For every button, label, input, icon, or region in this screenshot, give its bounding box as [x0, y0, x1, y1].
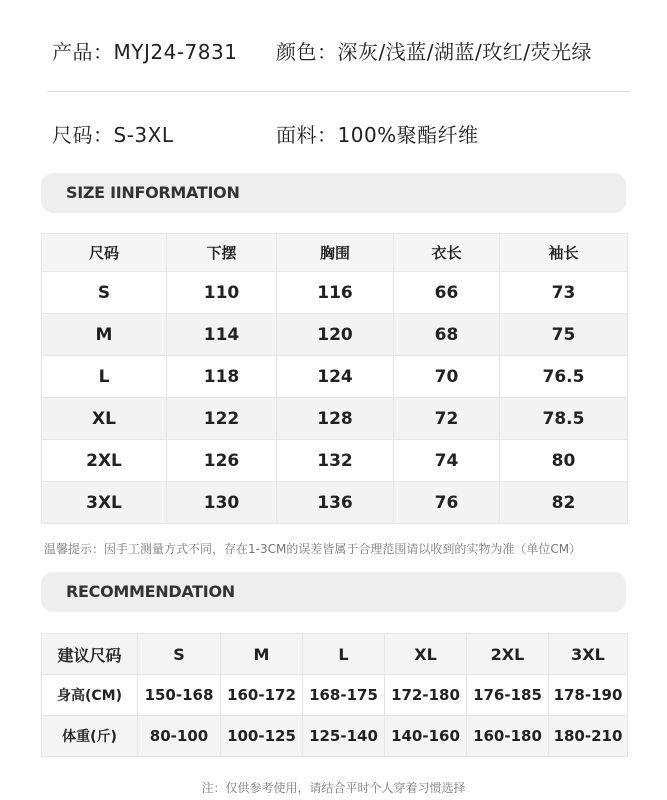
rec-row-label: 身高(CM) [42, 675, 138, 716]
table-row [42, 482, 628, 524]
length-cell: 68 [394, 314, 500, 356]
weight-cell: 100-125 [221, 716, 303, 757]
product-code: 产品：MYJ24-7831 [52, 40, 238, 64]
table-row [42, 675, 628, 716]
weight-cell: 160-180 [467, 716, 549, 757]
table-row [42, 398, 628, 440]
sleeve-cell: 80 [500, 440, 628, 482]
hem-cell: 122 [167, 398, 277, 440]
weight-cell: 140-160 [385, 716, 467, 757]
table-row [42, 314, 628, 356]
size-cell: 2XL [42, 440, 167, 482]
length-cell: 76 [394, 482, 500, 524]
size-cell: S [42, 272, 167, 314]
rec-size-cell: 2XL [467, 634, 549, 675]
height-cell: 168-175 [303, 675, 385, 716]
sleeve-cell: 78.5 [500, 398, 628, 440]
chest-cell: 132 [277, 440, 394, 482]
size-header-cell: 尺码 [42, 234, 167, 272]
sleeve-cell: 76.5 [500, 356, 628, 398]
recommendation-header: RECOMMENDATION [41, 572, 626, 612]
size-table [41, 233, 628, 524]
table-row [42, 634, 628, 675]
length-cell: 74 [394, 440, 500, 482]
size-header-cell: 衣长 [394, 234, 500, 272]
table-row [42, 440, 628, 482]
height-cell: 150-168 [138, 675, 221, 716]
size-cell: 3XL [42, 482, 167, 524]
chest-cell: 128 [277, 398, 394, 440]
rec-size-cell: M [221, 634, 303, 675]
table-row [42, 272, 628, 314]
weight-cell: 80-100 [138, 716, 221, 757]
product-size-range: 尺码：S-3XL [52, 123, 174, 147]
size-header-cell: 下摆 [167, 234, 277, 272]
sleeve-cell: 75 [500, 314, 628, 356]
length-cell: 70 [394, 356, 500, 398]
size-header-cell: 袖长 [500, 234, 628, 272]
size-header-cell: 胸围 [277, 234, 394, 272]
chest-cell: 124 [277, 356, 394, 398]
height-cell: 178-190 [549, 675, 628, 716]
product-material: 面料：100%聚酯纤维 [276, 123, 479, 147]
rec-row-label: 体重(斤) [42, 716, 138, 757]
weight-cell: 125-140 [303, 716, 385, 757]
chest-cell: 116 [277, 272, 394, 314]
info-divider [47, 91, 630, 92]
size-information-header: SIZE IINFORMATION [41, 173, 626, 213]
rec-size-cell: L [303, 634, 385, 675]
height-cell: 172-180 [385, 675, 467, 716]
rec-size-cell: XL [385, 634, 467, 675]
table-row [42, 356, 628, 398]
chest-cell: 136 [277, 482, 394, 524]
recommendation-note: 注：仅供参考使用，请结合平时个人穿着习惯选择 [201, 781, 466, 795]
size-table-header-row [42, 234, 628, 272]
rec-size-cell: 3XL [549, 634, 628, 675]
length-cell: 66 [394, 272, 500, 314]
rec-row-label: 建议尺码 [42, 634, 138, 675]
table-row [42, 716, 628, 757]
height-cell: 176-185 [467, 675, 549, 716]
product-info-row [52, 36, 592, 65]
length-cell: 72 [394, 398, 500, 440]
hem-cell: 118 [167, 356, 277, 398]
hem-cell: 126 [167, 440, 277, 482]
product-colors: 颜色：深灰/浅蓝/湖蓝/玫红/荧光绿 [276, 40, 592, 64]
hem-cell: 114 [167, 314, 277, 356]
size-material-row [52, 119, 479, 148]
rec-size-cell: S [138, 634, 221, 675]
size-cell: M [42, 314, 167, 356]
chest-cell: 120 [277, 314, 394, 356]
hem-cell: 110 [167, 272, 277, 314]
weight-cell: 180-210 [549, 716, 628, 757]
recommendation-table [41, 633, 628, 757]
size-cell: L [42, 356, 167, 398]
hem-cell: 130 [167, 482, 277, 524]
size-cell: XL [42, 398, 167, 440]
measurement-note: 温馨提示：因手工测量方式不同，存在1-3CM的误差皆属于合理范围请以收到的实物为准（单位CM） [44, 542, 582, 556]
height-cell: 160-172 [221, 675, 303, 716]
sleeve-cell: 82 [500, 482, 628, 524]
sleeve-cell: 73 [500, 272, 628, 314]
